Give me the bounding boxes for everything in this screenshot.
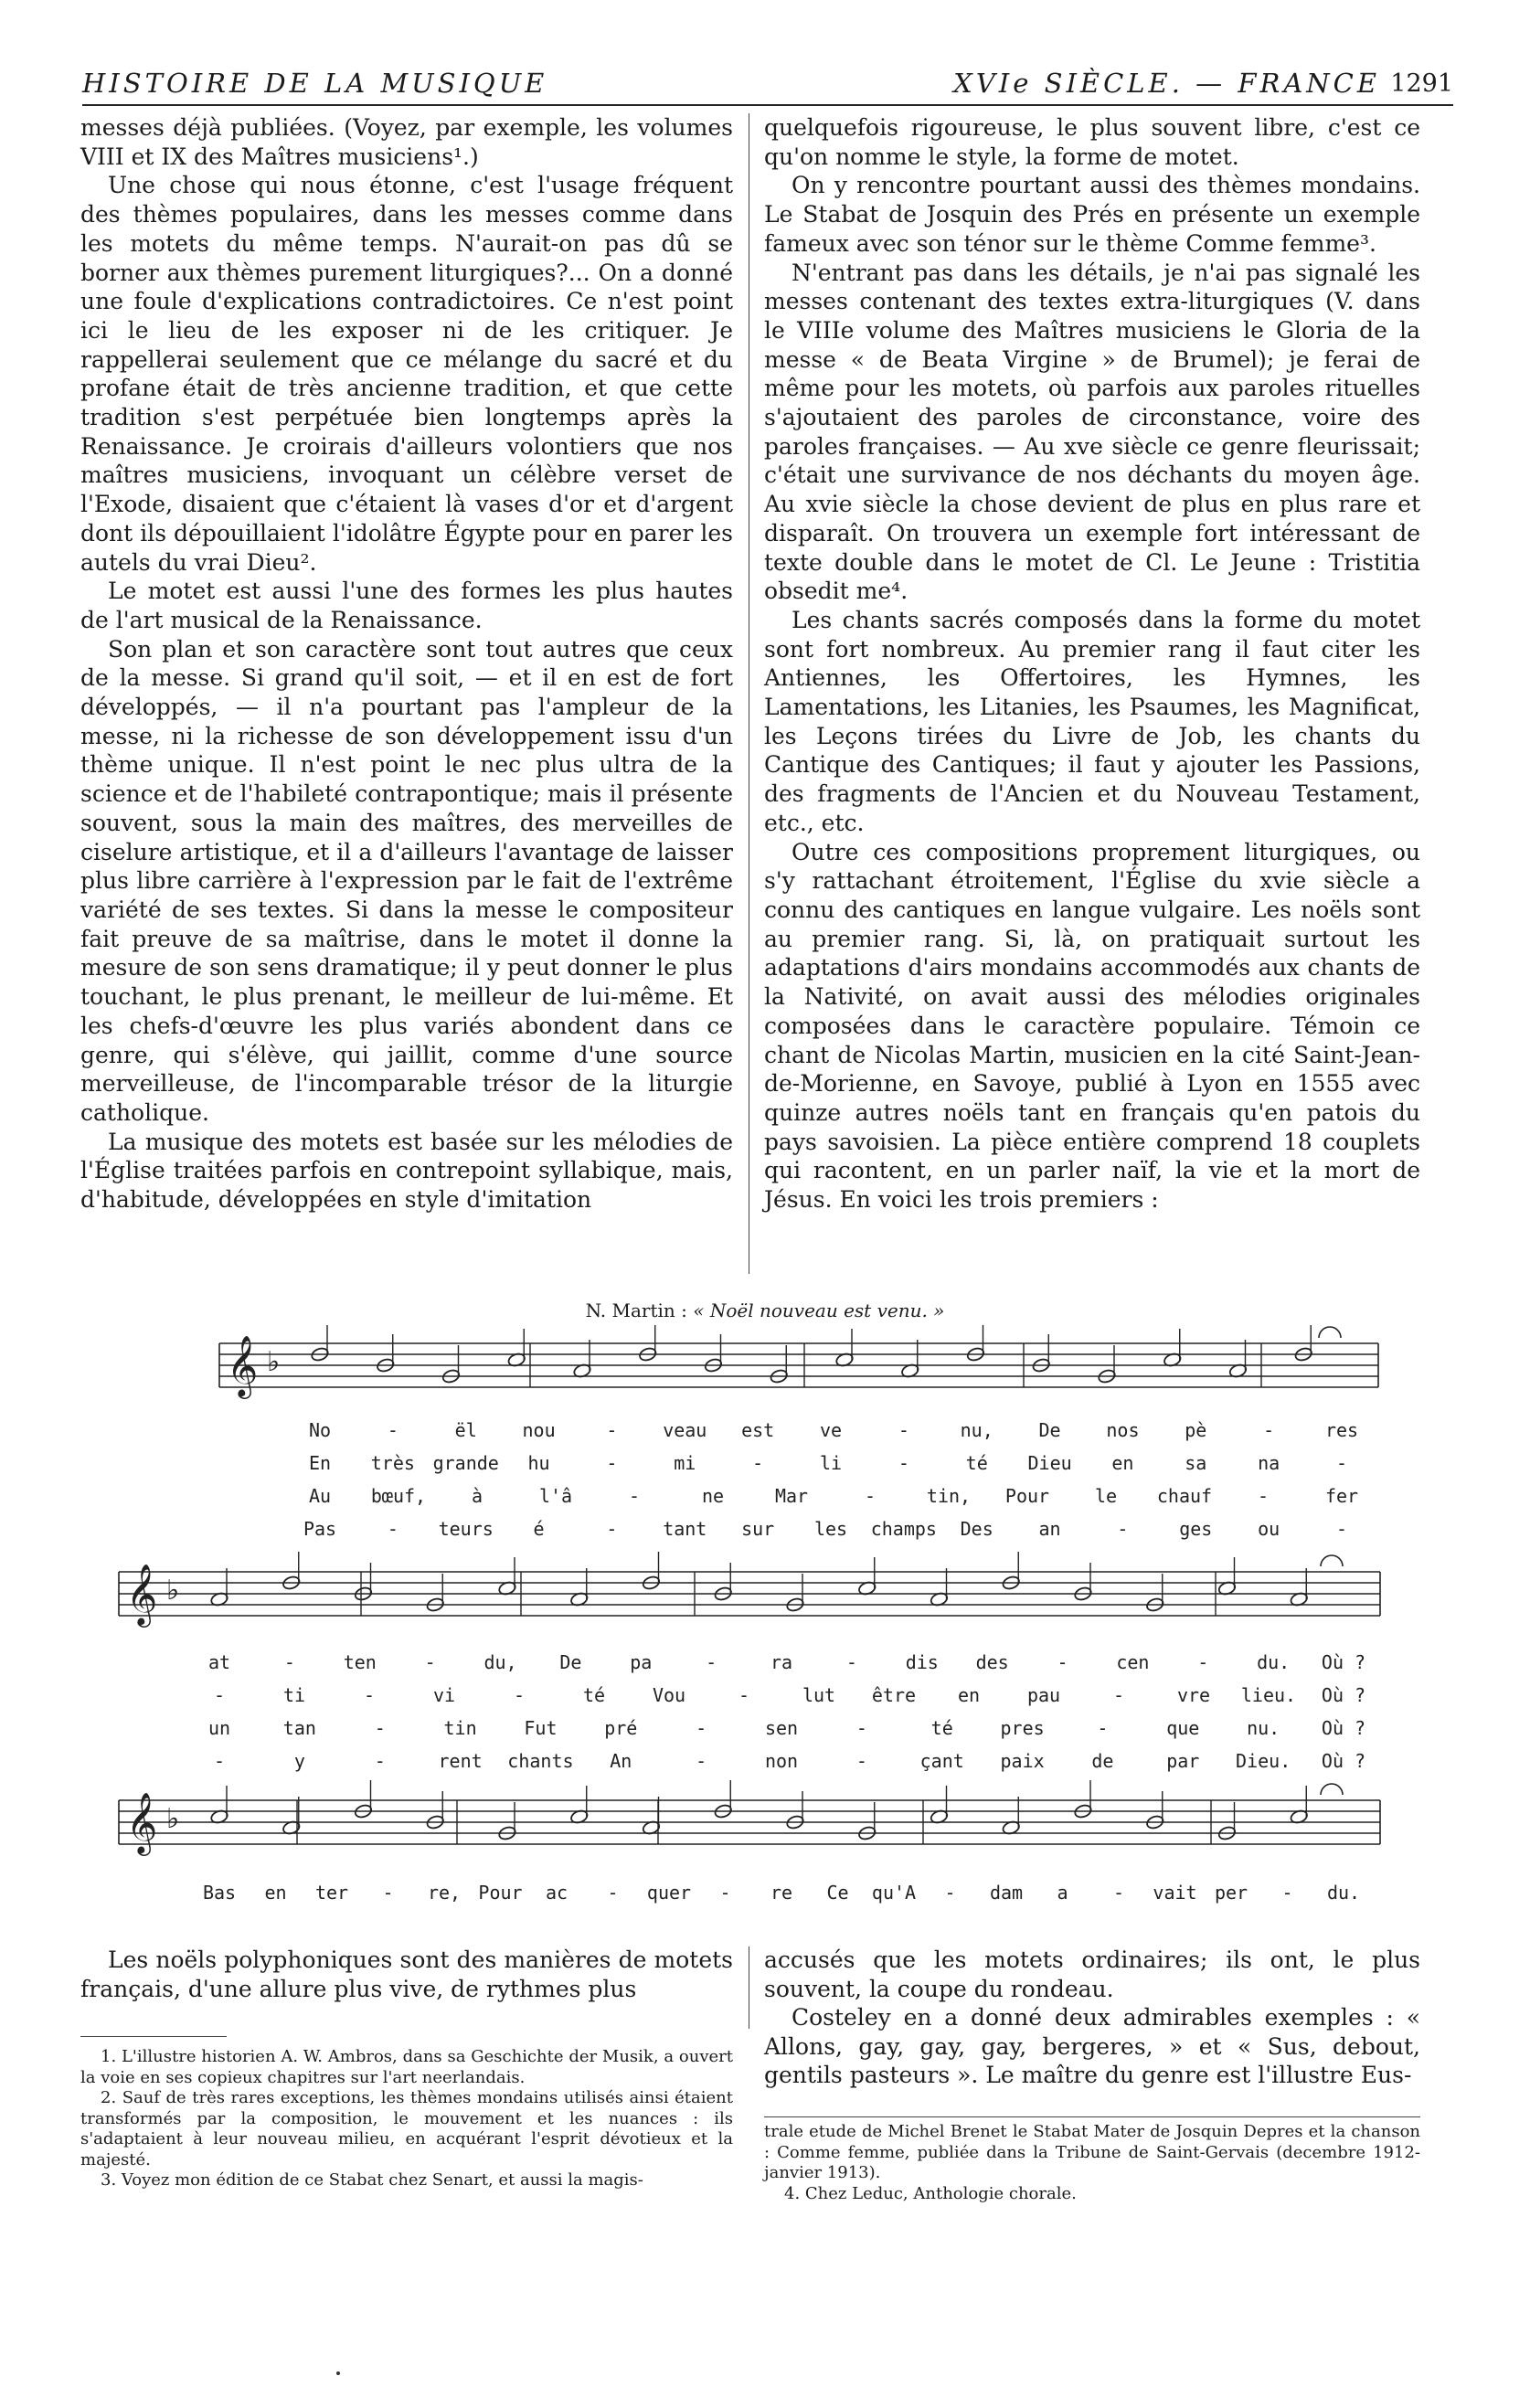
lyric-syllable: - bbox=[1117, 1518, 1129, 1540]
lyric-syllable: ne bbox=[701, 1485, 725, 1507]
lyric-syllable: - bbox=[628, 1485, 641, 1507]
lyric-syllable: Fut bbox=[524, 1717, 558, 1739]
paragraph: Les noëls polyphoniques sont des manières de motets français, d'une allure plus vive, de rythmes plus bbox=[80, 1947, 733, 2002]
lyric-syllable: - bbox=[283, 1651, 295, 1673]
footnote: 1. L'illustre historien A. W. Ambros, dans sa Geschichte der Musik, a ouvert la voie en ses copieux chapitres sur l'art neerlandais. bbox=[80, 2047, 733, 2087]
lyric-syllable: à bbox=[471, 1485, 483, 1507]
lyric-syllable: en bbox=[264, 1882, 287, 1904]
treble-clef-icon: 𝄞 bbox=[126, 1563, 158, 1625]
lyric-syllable: - bbox=[1281, 1882, 1293, 1904]
lyric-syllable: mi bbox=[674, 1452, 696, 1474]
lyric-syllable: rent bbox=[438, 1750, 483, 1772]
paragraph: Outre ces compositions proprement liturgiques, ou s'y rattachant étroitement, l'Église du xvie siècle a connu des cantiques en langue vulgaire. Les noëls sont au premier rang. Si, là, on pratiquait surtout les adaptations d'airs mondains accommodés aux chants de la Nativité, on avait aussi des mélodies originales composées dans le caractère populaire. Témoin ce chant de Nicolas Martin, musicien en la cité Saint-Jean-de-Morienne, en Savoye, publié à Lyon en 1555 avec quinze autres noëls tant en français qu'en patois du pays savoisien. La pièce entière comprend 18 couplets qui racontent, en un parler naïf, la vie et la mort de Jésus. En voici les trois premiers : bbox=[764, 838, 1420, 1214]
running-header bbox=[82, 68, 1453, 106]
lyric-syllable: - bbox=[1057, 1651, 1068, 1673]
lyric-syllable: té bbox=[582, 1684, 606, 1706]
paragraph: accusés que les motets ordinaires; ils ont, le plus souvent, la coupe du rondeau. bbox=[764, 1947, 1420, 2002]
lyric-syllable: En bbox=[308, 1452, 332, 1474]
lyric-syllable: être bbox=[871, 1684, 917, 1706]
lyric-syllable: Pas bbox=[303, 1518, 337, 1540]
lyric-syllable: Mar bbox=[774, 1485, 809, 1507]
lyric-syllable: An bbox=[610, 1750, 632, 1772]
paragraph: Son plan et son caractère sont tout autres que ceux de la messe. Si grand qu'il soit, — et il en est de fort développés, — il n'a pourtant pas l'ampleur de la messe, ni la richesse de son développement issu d'un thème unique. Il n'est point le nec plus ultra de la science et de l'habileté contrapontique; mais il présente souvent, sous la main des maîtres, des merveilles de ciselure artistique, et il a d'ailleurs l'avantage de laisser plus libre carrière à l'expression par le fait de l'extrême variété de ses textes. Si dans la messe le compositeur fait preuve de sa maîtrise, dans le motet il donne la mesure de son sens dramatique; il y peut donner le plus touchant, le plus prenant, le meilleur de lui-même. Et les chefs-d'œuvre les plus variés abondent dans ce genre, qui s'élève, qui jaillit, comme d'une source merveilleuse, de l'incomparable trésor de la liturgie catholique. bbox=[80, 635, 733, 1126]
lyric-syllable: les bbox=[813, 1518, 848, 1540]
lyric-syllable: - bbox=[606, 1518, 618, 1540]
lyric-syllable: li bbox=[819, 1452, 843, 1474]
lyric-syllable: De bbox=[559, 1651, 582, 1673]
lyric-syllable: - bbox=[1335, 1452, 1348, 1474]
flat-icon: ♭ bbox=[166, 1575, 180, 1607]
lyric-syllable: - bbox=[606, 1452, 618, 1474]
lyric-syllable: est bbox=[741, 1419, 775, 1441]
lyric-syllable: hu bbox=[527, 1452, 550, 1474]
lyric-syllable: çant bbox=[919, 1750, 964, 1772]
lyric-syllable: re, bbox=[427, 1882, 462, 1904]
paragraph: La musique des motets est basée sur les mélodies de l'Église traitées parfois en contrepoint syllabique, mais, d'habitude, développées en style d'imitation bbox=[80, 1128, 733, 1214]
lyric-syllable: fer bbox=[1324, 1485, 1359, 1507]
lyric-syllable: nu. bbox=[1247, 1717, 1280, 1739]
lyric-syllable: Où ? bbox=[1321, 1750, 1366, 1772]
lyric-syllable: Vou bbox=[652, 1684, 686, 1706]
lyric-syllable: na bbox=[1258, 1452, 1280, 1474]
lyric-syllable: un bbox=[207, 1717, 231, 1739]
lyric-syllable: - bbox=[864, 1485, 877, 1507]
lyric-syllable: - bbox=[607, 1882, 619, 1904]
music-score bbox=[0, 1325, 1530, 1928]
lyric-syllable: vait bbox=[1153, 1882, 1197, 1904]
lyric-syllable: quer bbox=[646, 1882, 692, 1904]
lyric-syllable: ten bbox=[343, 1651, 377, 1673]
lyric-syllable: - bbox=[706, 1651, 717, 1673]
lyric-syllable: an bbox=[1038, 1518, 1061, 1540]
caption-title: « Noël nouveau est venu. » bbox=[693, 1299, 945, 1321]
lyric-syllable: tin, bbox=[926, 1485, 972, 1507]
fermata-icon bbox=[1321, 1784, 1343, 1795]
lyric-syllable: tant bbox=[663, 1518, 707, 1540]
lyric-syllable: per bbox=[1214, 1882, 1248, 1904]
lyric-syllable: at bbox=[207, 1651, 231, 1673]
lyric-syllable: - bbox=[845, 1651, 857, 1673]
lyric-syllable: Ce bbox=[826, 1882, 849, 1904]
lyric-syllable: du. bbox=[1257, 1651, 1291, 1673]
lyric-syllable: nou bbox=[522, 1419, 556, 1441]
lyric-syllable: des bbox=[975, 1651, 1009, 1673]
lyric-syllable: - bbox=[898, 1452, 909, 1474]
lyric-syllable: champs bbox=[870, 1518, 937, 1540]
lyric-syllable: - bbox=[855, 1717, 867, 1739]
lyric-syllable: pré bbox=[604, 1717, 638, 1739]
lyric-syllable: - bbox=[696, 1750, 707, 1772]
lyric-syllable: du. bbox=[1326, 1882, 1361, 1904]
lyric-syllable: - bbox=[1197, 1651, 1209, 1673]
paragraph: Le motet est aussi l'une des formes les plus hautes de l'art musical de la Renaissance. bbox=[80, 578, 733, 633]
lyric-syllable: tin bbox=[443, 1717, 477, 1739]
lyric-syllable: de bbox=[1091, 1750, 1114, 1772]
lyric-syllable: sur bbox=[741, 1518, 775, 1540]
lyric-syllable: - bbox=[1335, 1518, 1348, 1540]
footnote: 2. Sauf de très rares exceptions, les thèmes mondains utilisés ainsi étaient transformés par la composition, le mouvement et les nuances : ils s'adaptaient à leur nouveau milieu, en acquérant l'esprit dévotieux et la majesté. bbox=[80, 2088, 733, 2169]
lyric-syllable: De bbox=[1038, 1419, 1061, 1441]
lyric-syllable: - bbox=[1263, 1419, 1275, 1441]
lyric-syllable: - bbox=[363, 1684, 376, 1706]
lyric-syllable: - bbox=[382, 1882, 394, 1904]
lyric-syllable: du, bbox=[483, 1651, 517, 1673]
paragraph: On y rencontre pourtant aussi des thèmes mondains. Le Stabat de Josquin des Prés en présente un exemple fameux avec son ténor sur le thème Comme femme³. bbox=[764, 172, 1420, 257]
lyric-syllable: ël bbox=[454, 1419, 477, 1441]
lyric-syllable: Dieu bbox=[1027, 1452, 1072, 1474]
lyric-syllable: - bbox=[752, 1452, 764, 1474]
lyric-syllable: nos bbox=[1106, 1419, 1140, 1441]
lyric-syllable: cen bbox=[1116, 1651, 1150, 1673]
paragraph: N'entrant pas dans les détails, je n'ai pas signalé les messes contenant des textes extra-liturgiques (V. dans le VIIIe volume des Maîtres musiciens le Gloria de la messe « de Beata Virgine » de Brumel); je ferai de même pour les motets, où parfois aux paroles rituelles s'ajoutaient des paroles de circonstance, voire des paroles françaises. — Au xve siècle ce genre fleurissait; c'était une survivance de nos déchants du moyen âge. Au xvie siècle la chose devient de plus en plus rare et disparaît. On trouvera un exemple fort intéressant de texte double dans le motet de Cl. Le Jeune : Tristitia obsedit me⁴. bbox=[764, 259, 1420, 605]
lyric-syllable: - bbox=[696, 1717, 707, 1739]
page-number: 1291 bbox=[1390, 69, 1453, 98]
lyric-syllable: vi bbox=[432, 1684, 456, 1706]
lyric-syllable: qu'A bbox=[871, 1882, 917, 1904]
printer-mark bbox=[336, 2371, 340, 2375]
text-column-left-bottom bbox=[80, 1946, 733, 2003]
lyric-syllable: dis bbox=[905, 1651, 939, 1673]
lyric-syllable: - bbox=[374, 1750, 386, 1772]
paragraph: quelquefois rigoureuse, le plus souvent libre, c'est ce qu'on nomme le style, la forme de motet. bbox=[764, 114, 1420, 170]
lyric-syllable: Où ? bbox=[1321, 1717, 1366, 1739]
lyric-syllable: ter bbox=[314, 1882, 349, 1904]
fermata-icon bbox=[1321, 1555, 1343, 1566]
paragraph: Costeley en a donné deux admirables exemples : « Allons, gay, gay, gay, bergeres, » et « Sus, debout, gentils pasteurs ». Le maître du genre est l'illustre Eus- bbox=[764, 2004, 1420, 2088]
lyric-syllable: paix bbox=[1000, 1750, 1045, 1772]
lyric-syllable: No bbox=[308, 1419, 332, 1441]
lyric-syllable: - bbox=[1257, 1485, 1270, 1507]
footnote: trale etude de Michel Brenet le Stabat Mater de Josquin Depres et la chanson : Comme femme, publiée dans la Tribune de Saint-Gervais (decembre 1912-janvier 1913). bbox=[764, 2122, 1420, 2182]
footnote-separator bbox=[80, 2036, 227, 2037]
flat-icon: ♭ bbox=[267, 1346, 281, 1378]
lyric-syllable: sa bbox=[1185, 1452, 1207, 1474]
lyric-syllable: en bbox=[1111, 1452, 1134, 1474]
lyric-syllable: re bbox=[770, 1882, 793, 1904]
flat-icon: ♭ bbox=[166, 1803, 180, 1835]
paragraph: messes déjà publiées. (Voyez, par exemple, les volumes VIII et IX des Maîtres musiciens¹.) bbox=[80, 114, 733, 170]
lyric-syllable: pres bbox=[1000, 1717, 1045, 1739]
lyric-syllable: Où ? bbox=[1321, 1651, 1366, 1673]
lyric-syllable: té bbox=[930, 1717, 953, 1739]
lyric-syllable: res bbox=[1324, 1419, 1359, 1441]
lyric-syllable: pè bbox=[1185, 1419, 1207, 1441]
lyric-syllable: - bbox=[944, 1882, 956, 1904]
footnotes-left bbox=[80, 2047, 733, 2191]
lyric-syllable: très bbox=[370, 1452, 415, 1474]
lyric-syllable: en bbox=[957, 1684, 981, 1706]
lyric-syllable: teurs bbox=[438, 1518, 494, 1540]
lyric-syllable: le bbox=[1094, 1485, 1118, 1507]
lyric-syllable: grande bbox=[432, 1452, 499, 1474]
lyric-syllable: pa bbox=[630, 1651, 653, 1673]
lyric-syllable: bœuf, bbox=[370, 1485, 427, 1507]
footnote-separator bbox=[764, 2116, 1420, 2117]
text-column-right-bottom bbox=[764, 1946, 1420, 2090]
lyric-syllable: - bbox=[1112, 1684, 1125, 1706]
header-left: HISTOIRE DE LA MUSIQUE bbox=[82, 68, 548, 99]
lyric-syllable: Pour bbox=[1004, 1485, 1050, 1507]
lyric-syllable: - bbox=[719, 1882, 731, 1904]
lyric-syllable: ou bbox=[1258, 1518, 1280, 1540]
treble-clef-icon: 𝄞 bbox=[227, 1334, 259, 1396]
lyric-syllable: - bbox=[738, 1684, 750, 1706]
lyric-syllable: veau bbox=[663, 1419, 707, 1441]
lyric-syllable: - bbox=[374, 1717, 386, 1739]
caption-author: N. Martin : bbox=[585, 1299, 687, 1321]
lyric-syllable: dam bbox=[989, 1882, 1024, 1904]
lyric-syllable: nu, bbox=[960, 1419, 993, 1441]
lyric-syllable: que bbox=[1166, 1717, 1200, 1739]
music-caption bbox=[0, 1299, 1530, 1321]
lyric-syllable: tan bbox=[282, 1717, 316, 1739]
lyric-syllable: non bbox=[764, 1750, 799, 1772]
lyric-syllable: y bbox=[293, 1750, 305, 1772]
lyric-syllable: té bbox=[965, 1452, 988, 1474]
lyric-syllable: - bbox=[1097, 1717, 1109, 1739]
lyric-syllable: - bbox=[424, 1651, 436, 1673]
footnote: 4. Chez Leduc, Anthologie chorale. bbox=[784, 2183, 1077, 2203]
lyric-syllable: - bbox=[898, 1419, 909, 1441]
lyric-syllable: Pour bbox=[478, 1882, 523, 1904]
lyric-syllable: Où ? bbox=[1321, 1684, 1366, 1706]
footnote: 3. Voyez mon édition de ce Stabat chez Senart, et aussi la magis- bbox=[101, 2170, 643, 2190]
lyric-syllable: a bbox=[1057, 1882, 1068, 1904]
lyric-syllable: lieu. bbox=[1240, 1684, 1297, 1706]
lyric-syllable: - bbox=[606, 1419, 618, 1441]
lyric-syllable: é bbox=[533, 1518, 545, 1540]
lyric-syllable: - bbox=[1112, 1882, 1125, 1904]
lyric-syllable: ra bbox=[770, 1651, 793, 1673]
lyric-syllable: - bbox=[213, 1750, 226, 1772]
paragraph: Les chants sacrés composés dans la forme du motet sont fort nombreux. Au premier rang il faut citer les Antiennes, les Offertoires, les Hymnes, les Lamentations, les Litanies, les Psaumes, les Magnificat, les Leçons tirées du Livre de Job, les chants du Cantique des Cantiques; il faut y ajouter les Passions, des fragments de l'Ancien et du Nouveau Testament, etc., etc. bbox=[764, 606, 1420, 836]
lyric-syllable: l'â bbox=[538, 1485, 573, 1507]
lyric-syllable: - bbox=[213, 1684, 226, 1706]
header-right: XVIe SIÈCLE. — FRANCE bbox=[953, 68, 1380, 99]
lyric-syllable: sen bbox=[764, 1717, 799, 1739]
lyric-syllable: Dieu. bbox=[1236, 1750, 1291, 1772]
lyric-syllable: Bas bbox=[202, 1882, 237, 1904]
paragraph: Une chose qui nous étonne, c'est l'usage fréquent des thèmes populaires, dans les messes comme dans les motets du même temps. N'aurait-on pas dû se borner aux thèmes purement liturgiques?... On a donné une foule d'explications contradictoires. Ce n'est point ici le lieu de les exposer ni de les critiquer. Je rappellerai seulement que ce mélange du sacré et du profane était de très ancienne tradition, et que cette tradition s'est perpétuée bien longtemps après la Renaissance. Je croirais d'ailleurs volontiers que nos maîtres musiciens, invoquant un célèbre verset de l'Exode, disaient que c'étaient là vases d'or et d'argent dont ils dépouillaient l'idolâtre Égypte pour en parer les autels du vrai Dieu². bbox=[80, 172, 733, 576]
lyric-syllable: Des bbox=[960, 1518, 993, 1540]
lyric-syllable: ti bbox=[282, 1684, 306, 1706]
lyric-syllable: Au bbox=[308, 1485, 332, 1507]
lyric-syllable: par bbox=[1166, 1750, 1200, 1772]
text-column-left bbox=[80, 113, 733, 1215]
lyric-syllable: pau bbox=[1026, 1684, 1061, 1706]
lyric-syllable: ve bbox=[819, 1419, 843, 1441]
text-column-right bbox=[764, 113, 1420, 1215]
lyric-syllable: chauf bbox=[1156, 1485, 1213, 1507]
lyric-syllable: chants bbox=[507, 1750, 574, 1772]
lyric-syllable: lut bbox=[802, 1684, 836, 1706]
lyric-syllable: vre bbox=[1176, 1684, 1211, 1706]
lyric-syllable: ac bbox=[545, 1882, 568, 1904]
treble-clef-icon: 𝄞 bbox=[126, 1791, 158, 1853]
lyric-syllable: - bbox=[387, 1419, 398, 1441]
fermata-icon bbox=[1319, 1327, 1341, 1338]
lyric-syllable: - bbox=[855, 1750, 867, 1772]
lyric-syllable: - bbox=[513, 1684, 526, 1706]
lyric-syllable: - bbox=[387, 1518, 398, 1540]
lyric-syllable: ges bbox=[1179, 1518, 1213, 1540]
footnotes-right bbox=[764, 2122, 1420, 2204]
